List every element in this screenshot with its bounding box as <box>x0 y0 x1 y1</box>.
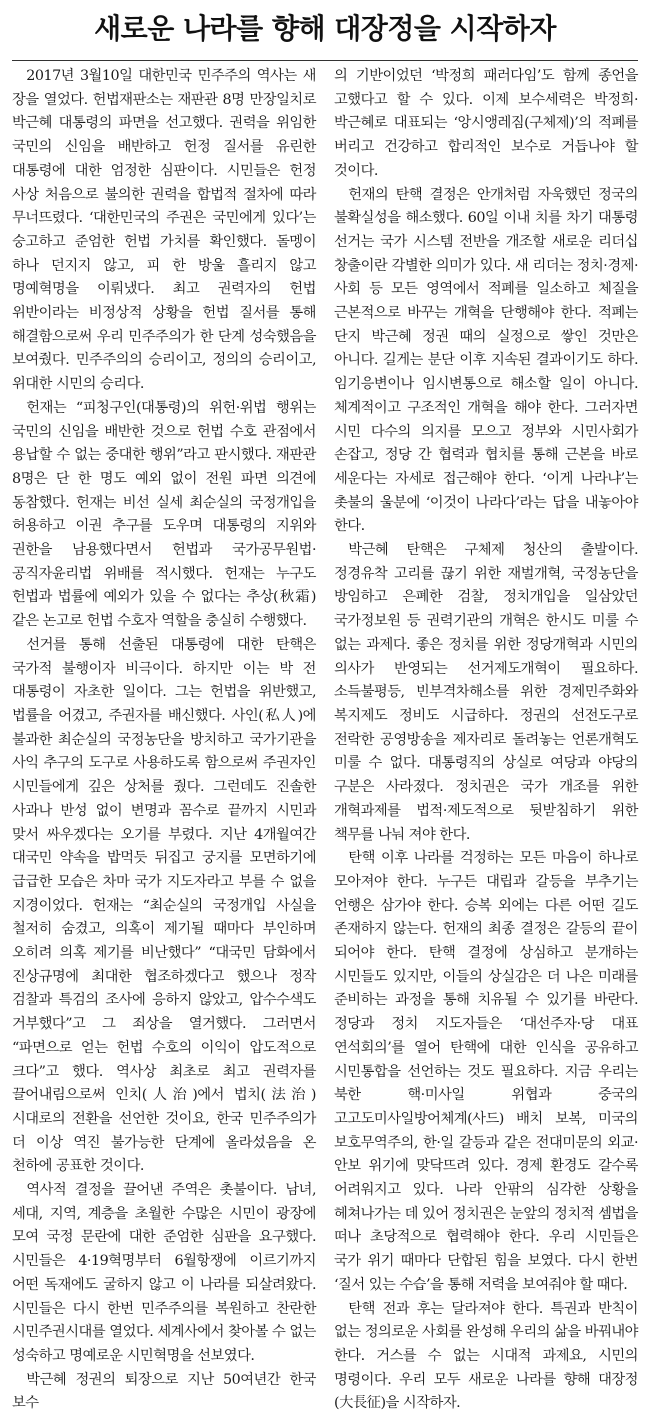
paragraph: 박근혜 정권의 퇴장으로 지난 50여년간 한국 보수 <box>12 1371 316 1412</box>
headline: 새로운 나라를 향해 대장정을 시작하자 <box>94 12 556 45</box>
paragraph: 헌재는 “피청구인(대통령)의 위헌·위법 행위는 국민의 신임을 배반한 것으로 헌법 수호 관점에서 용납할 수 없는 중대한 행위”라고 판시했다. 재판관 8명은 단 한 명도 예외 없이 전원 파면 의견에 동참했다. 헌재는 비선 실세 최순실의 국정개입을 허용하고 이권 추구를 도우며 대통령의 지위와 권한을 남용했다면서 헌법과 국가공무원법·공직자윤리법 위배를 적시했다. 헌재는 누구도 헌법과 법률에 예외가 있을 수 없다는 추상(秋霜)같은 논고로 헌법 수호자 역할을 충실히 수행했다. <box>12 399 316 630</box>
right-column <box>334 65 638 1416</box>
paragraph: 2017년 3월10일 대한민국 민주주의 역사는 새 장을 열었다. 헌법재판소는 재판관 8명 만장일치로 박근혜 대통령의 파면을 선고했다. 권력을 위임한 국민의 신임을 배반하고 헌정 질서를 유린한 대통령에 대한 엄정한 심판이다. 시민들은 헌정 사상 처음으로 불의한 권력을 합법적 절차에 따라 무너뜨렸다. ‘대한민국의 주권은 국민에게 있다’는 숭고하고 준엄한 헌법 가치를 확인했다. 돌멩이 하나 던지지 않고, 피 한 방울 흘리지 않고 명예혁명을 이뤄냈다. 최고 권력자의 헌법 위반이라는 비정상적 상황을 헌법 질서를 통해 해결함으로써 우리 민주주의가 한 단계 성숙했음을 보여줬다. 민주주의의 승리이고, 정의의 승리이고, 위대한 시민의 승리다. <box>12 68 316 393</box>
paragraph: 탄핵 이후 나라를 걱정하는 모든 마음이 하나로 모아져야 한다. 누구든 대립과 갈등을 부추기는 언행은 삼가야 한다. 승복 외에는 다른 어떤 길도 존재하지 않는다. 헌재의 최종 결정은 갈등의 끝이 되어야 한다. 탄핵 결정에 상심하고 분개하는 시민들도 있지만, 이들의 상실감은 더 나은 미래를 준비하는 과정을 통해 치유될 수 있기를 바란다. 정당과 정치 지도자들은 ‘대선주자·당 대표 연석회의’를 열어 탄핵에 대한 인식을 공유하고 시민통합을 선언하는 것도 필요하다. 지금 우리는 북한 핵·미사일 위협과 중국의 고고도미사일방어체계(사드) 배치 보복, 미국의 보호무역주의, 한·일 갈등과 같은 전대미문의 외교·안보 위기에 맞닥뜨려 있다. 경제 환경도 갈수록 어려워지고 있다. 나라 안팎의 심각한 상황을 헤쳐나가는 데 있어 정치권은 눈앞의 정치적 셈법을 떠나 초당적으로 협력해야 한다. 우리 시민들은 국가 위기 때마다 단합된 힘을 보였다. 다시 한번 ‘질서 있는 수습’을 통해 저력을 보여줘야 할 때다. <box>334 850 638 1293</box>
paragraph: 선거를 통해 선출된 대통령에 대한 탄핵은 국가적 불행이자 비극이다. 하지만 이는 박 전 대통령이 자초한 일이다. 그는 헌법을 위반했고, 법률을 어겼고, 주권자를 배신했다. 사인(私人)에 불과한 최순실의 국정농단을 방치하고 국가기관을 사익 추구의 도구로 사용하도록 함으로써 주권자인 시민들에게 깊은 상처를 줬다. 그런데도 진솔한 사과나 반성 없이 변명과 꼼수로 끝까지 시민과 맞서 싸우겠다는 오기를 부렸다. 지난 4개월여간 대국민 약속을 밥먹듯 뒤집고 궁지를 모면하기에 급급한 모습은 차마 국가 지도자라고 부를 수 없을 지경이었다. 헌재는 “최순실의 국정개입 사실을 철저히 숨겼고, 의혹이 제기될 때마다 부인하며 오히려 의혹 제기를 비난했다” “대국민 담화에서 진상규명에 최대한 협조하겠다고 했으나 정작 검찰과 특검의 조사에 응하지 않았고, 압수수색도 거부했다”고 그 죄상을 열거했다. 그러면서 “파면으로 얻는 헌법 수호의 이익이 압도적으로 크다”고 했다. 역사상 최초로 최고 권력자를 끌어내림으로써 인치(人治)에서 법치(法治)시대로의 전환을 선언한 것이요, 한국 민주주의가 더 이상 역진 불가능한 단계에 올라섰음을 온 천하에 공표한 것이다. <box>12 636 316 1175</box>
paragraph: 의 기반이었던 ‘박정희 패러다임’도 함께 종언을 고했다고 할 수 있다. 이제 보수세력은 박정희·박근혜로 대표되는 ‘앙시앵레짐(구체제)’의 적폐를 버리고 건강하고 합리적인 보수로 거듭나야 할 것이다. <box>334 68 638 179</box>
paragraph: 헌재의 탄핵 결정은 안개처럼 자욱했던 정국의 불확실성을 해소했다. 60일 이내 치를 차기 대통령 선거는 국가 시스템 전반을 개조할 새로운 리더십 창출이란 각별한 의미가 있다. 새 리더는 정치·경제·사회 등 모든 영역에서 적폐를 일소하고 체질을 근본적으로 바꾸는 개혁을 단행해야 한다. 적폐는 단지 박근혜 정권 때의 실정으로 쌓인 것만은 아니다. 길게는 분단 이후 지속된 결과이기도 하다. 임기응변이나 임시변통으로 해소할 일이 아니다. 체계적이고 구조적인 개혁을 해야 한다. 그러자면 시민 다수의 의지를 모으고 정부와 시민사회가 손잡고, 정당 간 협력과 협치를 통해 근본을 바로 세운다는 자세로 접근해야 한다. ‘이게 나라냐’는 촛불의 울분에 ‘이것이 나라다’라는 답을 내놓아야 한다. <box>334 186 638 535</box>
paragraph: 탄핵 전과 후는 달라져야 한다. 특권과 반칙이 없는 정의로운 사회를 완성해 우리의 삶을 바꿔내야 한다. 거스를 수 없는 시대적 과제요, 시민의 명령이다. 우리 모두 새로운 나라를 향해 대장정(大長征)을 시작하자. <box>334 1300 638 1412</box>
paragraph: 역사적 결정을 끌어낸 주역은 촛불이다. 남녀, 세대, 지역, 계층을 초월한 수많은 시민이 광장에 모여 국정 문란에 대한 준엄한 심판을 요구했다. 시민들은 4·19혁명부터 6월항쟁에 이르기까지 어떤 독재에도 굴하지 않고 이 나라를 되살려왔다. 시민들은 다시 한번 민주주의를 복원하고 찬란한 시민주권시대를 열었다. 세계사에서 찾아볼 수 없는 성숙하고 명예로운 시민혁명을 선보였다. <box>12 1182 316 1364</box>
article-body <box>12 65 638 1416</box>
left-column <box>12 65 316 1416</box>
headline-divider <box>12 60 638 61</box>
paragraph: 박근혜 탄핵은 구체제 청산의 출발이다. 정경유착 고리를 끊기 위한 재벌개혁, 국정농단을 방임하고 은폐한 검찰, 정치개입을 일삼았던 국가정보원 등 권력기관의 개혁은 한시도 미룰 수 없는 과제다. 좋은 정치를 위한 정당개혁과 시민의 의사가 반영되는 선거제도개혁이 필요하다. 소득불평등, 빈부격차해소를 위한 경제민주화와 복지제도 정비도 시급하다. 정권의 선전도구로 전락한 공영방송을 제자리로 돌려놓는 언론개혁도 미룰 수 없다. 대통령직의 상실로 여당과 야당의 구분은 사라졌다. 정치권은 국가 개조를 위한 개혁과제를 법적·제도적으로 뒷받침하기 위한 책무를 나눠 져야 한다. <box>334 542 638 843</box>
